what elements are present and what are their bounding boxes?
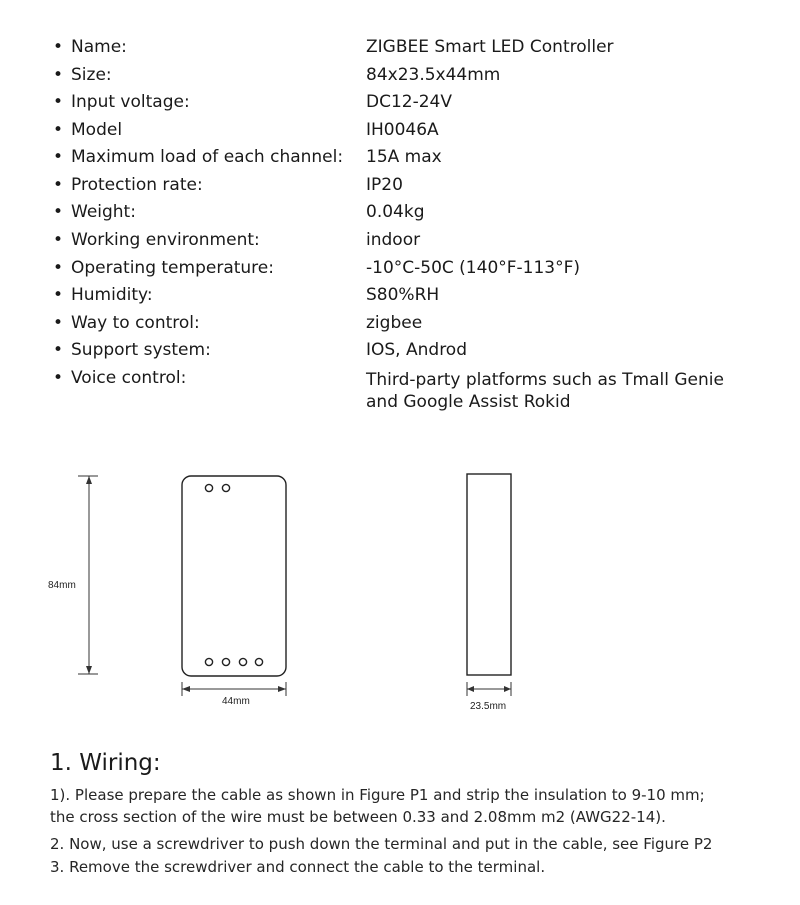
- spec-value: IH0046A: [366, 120, 439, 140]
- spec-value-line-2: and Google Assist Rokid: [366, 392, 571, 412]
- width-arrow-right: [278, 686, 286, 692]
- spec-value: 0.04kg: [366, 202, 425, 222]
- bullet: •: [53, 230, 64, 250]
- spec-value: indoor: [366, 230, 421, 250]
- width-arrow-left: [182, 686, 190, 692]
- height-label: 84mm: [48, 580, 76, 591]
- width-dimension: [182, 682, 286, 696]
- bullet: •: [53, 37, 64, 57]
- spec-value: IP20: [366, 175, 403, 195]
- wiring-line-3: 2. Now, use a screwdriver to push down the terminal and put in the cable, see Figure P2: [50, 835, 713, 853]
- height-arrow-bottom: [86, 666, 92, 674]
- depth-arrow-left: [467, 686, 474, 692]
- terminal-hole: [205, 484, 212, 491]
- spec-label: Model: [71, 120, 123, 140]
- width-label: 44mm: [222, 696, 250, 707]
- controller-front-view: [182, 476, 286, 676]
- wiring-line-4: 3. Remove the screwdriver and connect the cable to the terminal.: [50, 858, 546, 876]
- bullet: •: [53, 285, 64, 305]
- height-arrow-top: [86, 476, 92, 484]
- spec-value: 15A max: [366, 147, 442, 167]
- spec-label: Support system:: [71, 340, 211, 360]
- spec-value: 84x23.5x44mm: [366, 65, 501, 85]
- spec-value-line-1: Third-party platforms such as Tmall Genie: [366, 370, 724, 390]
- spec-label: Name:: [71, 37, 127, 57]
- spec-value: ZIGBEE Smart LED Controller: [366, 37, 614, 57]
- terminal-hole: [239, 658, 246, 665]
- bullet: •: [53, 120, 64, 140]
- spec-label: Working environment:: [71, 230, 260, 250]
- spec-value: IOS, Androd: [366, 340, 467, 360]
- bullet: •: [53, 175, 64, 195]
- controller-body: [182, 476, 286, 676]
- bullet: •: [53, 340, 64, 360]
- spec-label: Humidity:: [71, 285, 153, 305]
- wiring-line-1: 1). Please prepare the cable as shown in Figure P1 and strip the insulation to 9-10 mm;: [50, 786, 705, 804]
- dimension-diagram: [0, 460, 800, 720]
- terminal-hole: [222, 484, 229, 491]
- spec-label: Weight:: [71, 202, 136, 222]
- terminal-hole: [222, 658, 229, 665]
- bullet: •: [53, 368, 64, 388]
- wiring-line-2: the cross section of the wire must be between 0.33 and 2.08mm m2 (AWG22-14).: [50, 808, 666, 826]
- spec-value: S80%RH: [366, 285, 440, 305]
- wiring-title: 1. Wiring:: [50, 750, 161, 776]
- spec-label: Voice control:: [71, 368, 187, 388]
- spec-label: Input voltage:: [71, 92, 190, 112]
- spec-value: zigbee: [366, 313, 423, 333]
- spec-label: Size:: [71, 65, 112, 85]
- bullet: •: [53, 258, 64, 278]
- bullet: •: [53, 92, 64, 112]
- bullet: •: [53, 313, 64, 333]
- depth-label: 23.5mm: [470, 701, 507, 712]
- spec-label: Operating temperature:: [71, 258, 274, 278]
- depth-arrow-right: [504, 686, 511, 692]
- bullet: •: [53, 202, 64, 222]
- spec-value: DC12-24V: [366, 92, 452, 112]
- terminal-hole: [205, 658, 212, 665]
- spec-value: -10°C-50C (140°F-113°F): [366, 258, 581, 278]
- bullet: •: [53, 65, 64, 85]
- bullet: •: [53, 147, 64, 167]
- spec-label: Way to control:: [71, 313, 200, 333]
- height-dimension: [78, 476, 98, 674]
- terminal-hole: [255, 658, 262, 665]
- depth-dimension: [467, 682, 511, 696]
- spec-label: Maximum load of each channel:: [71, 147, 344, 167]
- controller-side-view: [467, 474, 511, 675]
- spec-label: Protection rate:: [71, 175, 203, 195]
